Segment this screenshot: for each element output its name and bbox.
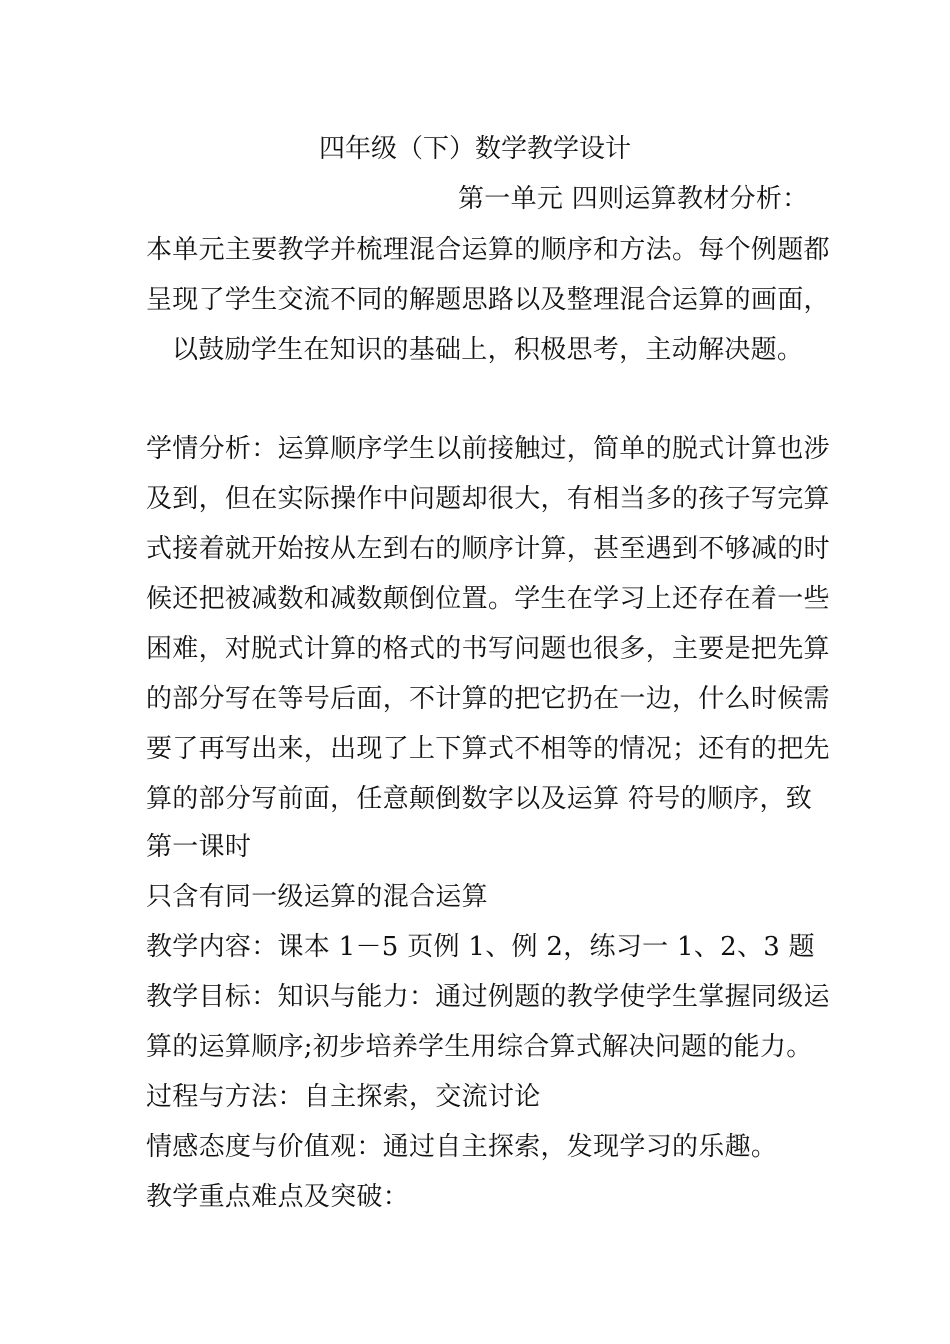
learning-analysis-line: 及到，但在实际操作中问题却很大，有相当多的孩子写完算 bbox=[146, 484, 830, 514]
learning-analysis-line: 候还把被减数和减数颠倒位置。学生在学习上还存在着一些 bbox=[146, 584, 830, 614]
lesson-goal-line: 教学目标：知识与能力：通过例题的教学使学生掌握同级运 bbox=[146, 982, 830, 1012]
learning-analysis-line: 式接着就开始按从左到右的顺序计算，甚至遇到不够减的时 bbox=[146, 534, 830, 564]
learning-analysis-line: 要了再写出来，出现了上下算式不相等的情况；还有的把先 bbox=[146, 734, 830, 764]
lesson-goal-line: 算的运算顺序;初步培养学生用综合算式解决问题的能力。 bbox=[146, 1032, 813, 1062]
lesson-period: 第一课时 bbox=[146, 832, 252, 862]
lesson-topic: 只含有同一级运算的混合运算 bbox=[146, 882, 488, 912]
unit-heading: 第一单元 四则运算教材分析： bbox=[458, 184, 809, 214]
learning-analysis-line: 学情分析：运算顺序学生以前接触过，简单的脱式计算也涉 bbox=[146, 434, 830, 464]
lesson-key-points: 教学重点难点及突破： bbox=[146, 1182, 410, 1212]
lesson-process: 过程与方法：自主探索，交流讨论 bbox=[146, 1082, 541, 1112]
learning-analysis-line: 困难，对脱式计算的格式的书写问题也很多，主要是把先算 bbox=[146, 634, 830, 664]
lesson-emotion: 情感态度与价值观：通过自主探索，发现学习的乐趣。 bbox=[146, 1132, 778, 1162]
unit-analysis-line: 本单元主要教学并梳理混合运算的顺序和方法。每个例题都 bbox=[146, 235, 830, 265]
document-title: 四年级（下）数学教学设计 bbox=[318, 134, 631, 164]
learning-analysis-line: 算的部分写前面，任意颠倒数字以及运算 符号的顺序，致 bbox=[146, 784, 813, 814]
lesson-content: 教学内容：课本 1－5 页例 1、例 2，练习一 1、2、3 题 bbox=[146, 932, 815, 962]
unit-analysis-line: 呈现了学生交流不同的解题思路以及整理混合运算的画面， bbox=[146, 285, 830, 315]
learning-analysis-line: 的部分写在等号后面，不计算的把它扔在一边，什么时候需 bbox=[146, 684, 830, 714]
unit-analysis-line: 以鼓励学生在知识的基础上，积极思考，主动解决题。 bbox=[172, 335, 804, 365]
